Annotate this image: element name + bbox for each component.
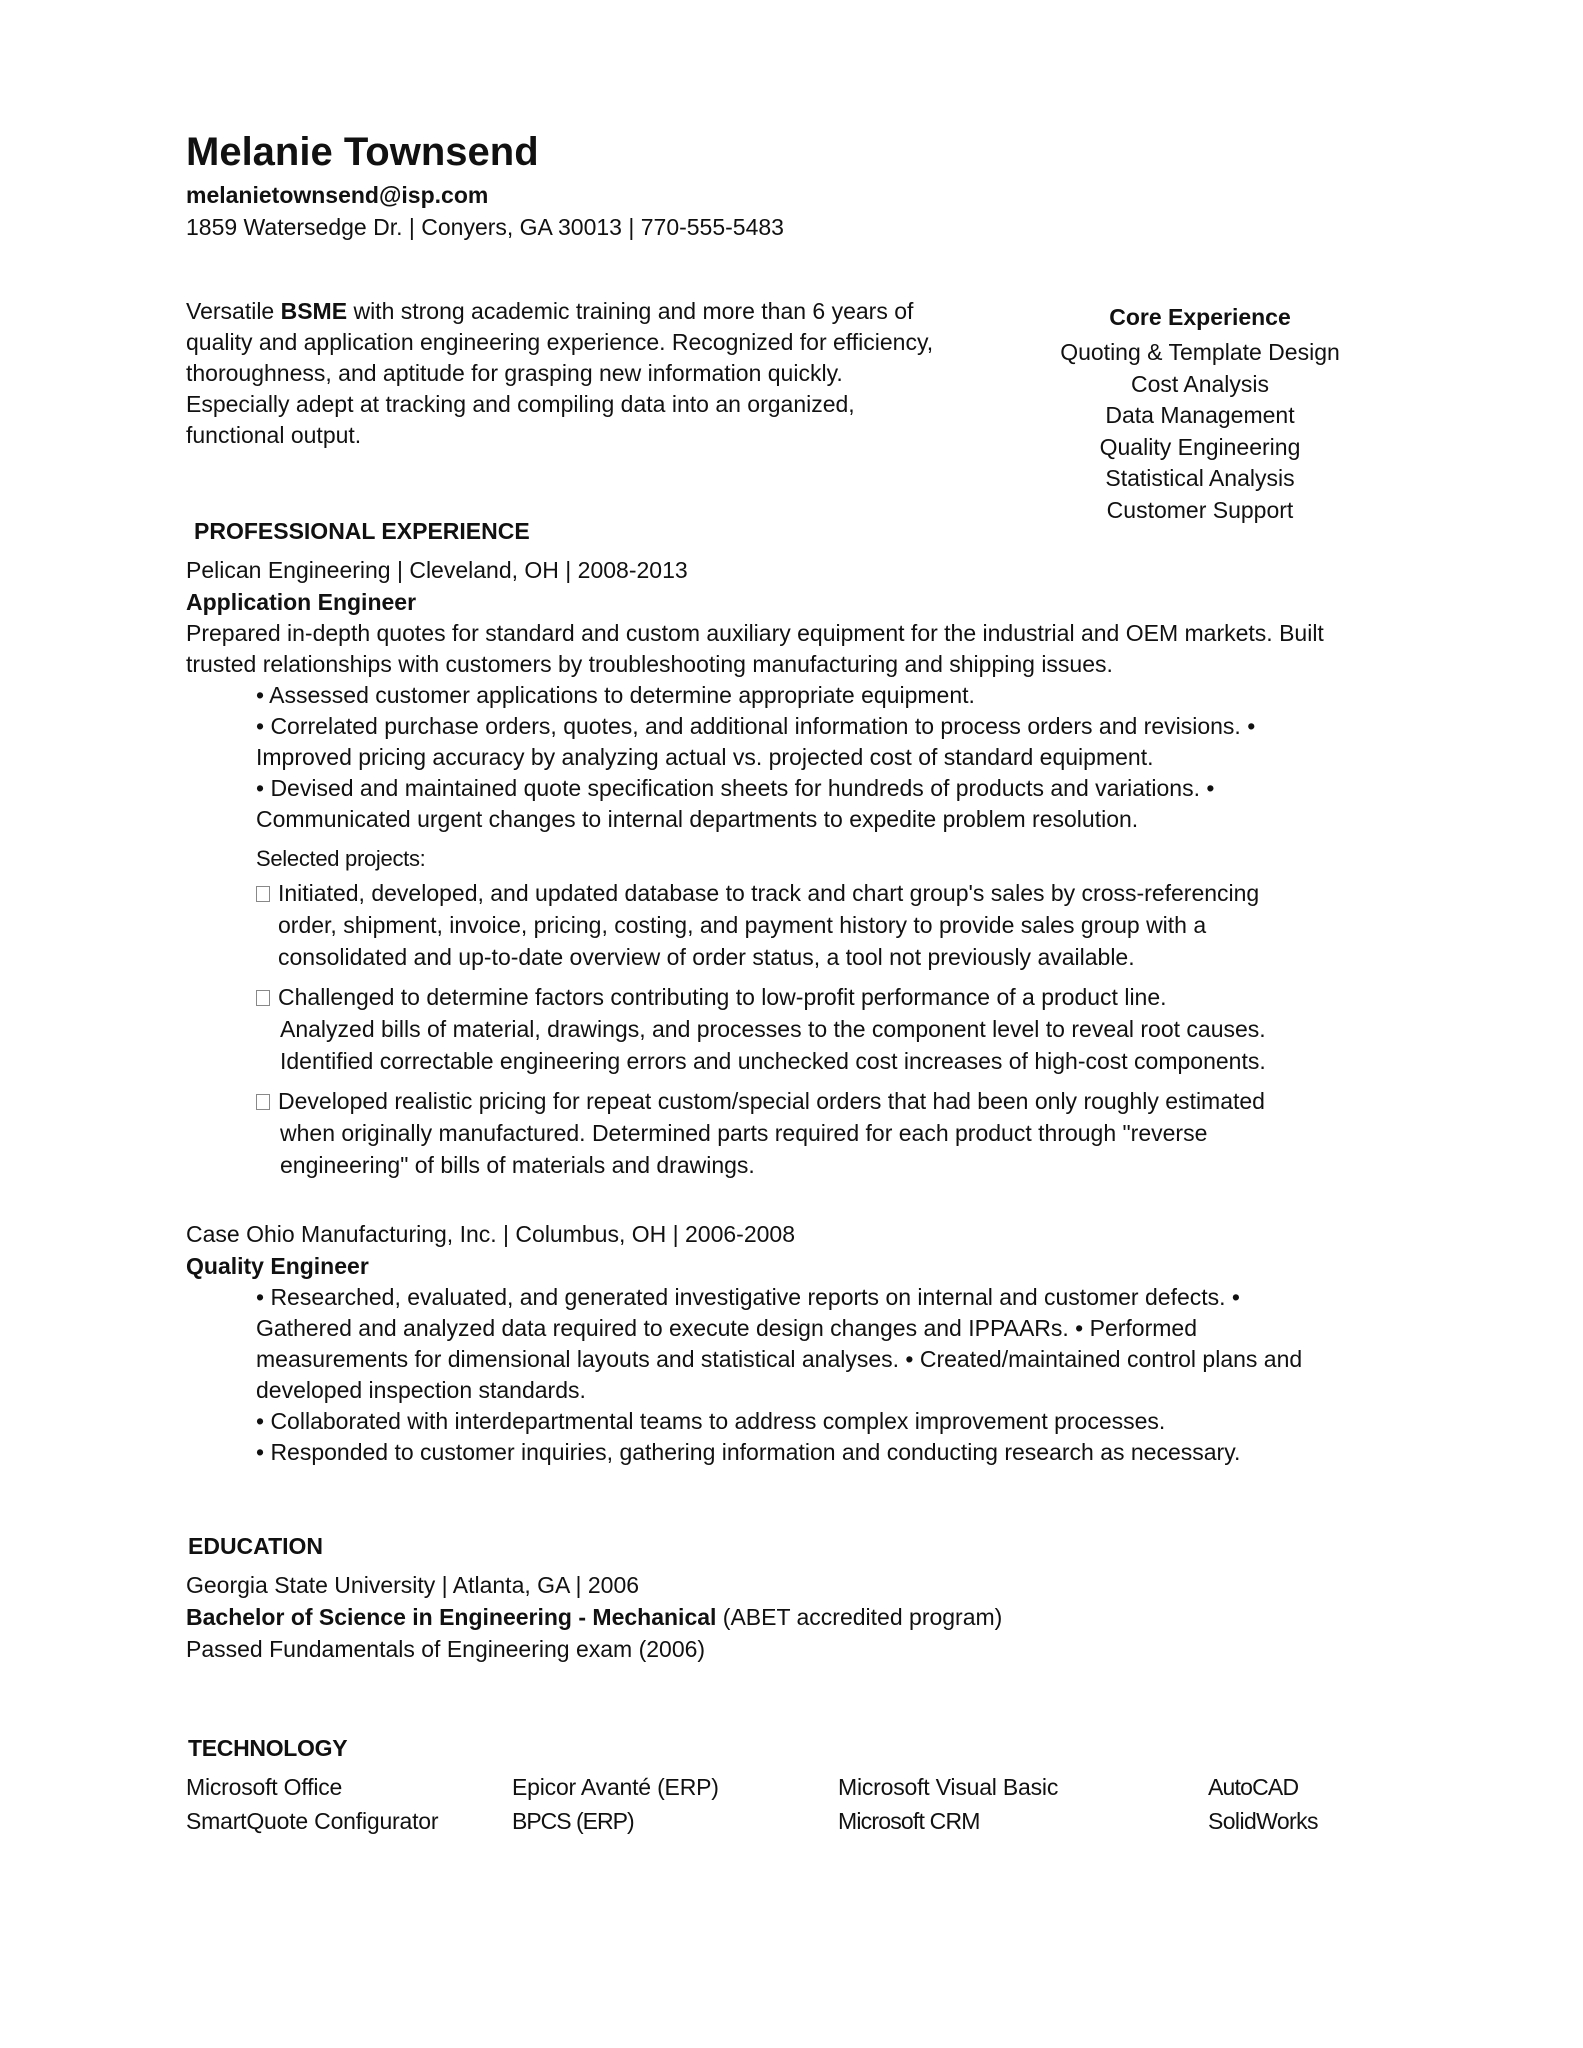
project-text: Identified correctable engineering errors and unchecked cost increases of high-cost components. xyxy=(280,1048,1266,1074)
project-text: Developed realistic pricing for repeat custom/special orders that had been only roughly estimated xyxy=(278,1088,1265,1114)
project-item xyxy=(256,981,1266,1077)
summary-post: with strong academic training and more than 6 years of quality and application engineering experience. Recognized for efficiency, thoroughness, and aptitude for grasping new information quickly. Especially adept at tracking and compiling data into an organized, functional output. xyxy=(186,298,934,448)
core-item: Statistical Analysis xyxy=(1105,465,1295,491)
technology-item: Microsoft Visual Basic xyxy=(838,1774,1059,1800)
summary-paragraph xyxy=(186,296,946,451)
technology-item: Microsoft CRM xyxy=(838,1808,980,1834)
education-school: Georgia State University | Atlanta, GA | 2006 xyxy=(186,1572,640,1598)
degree-note: (ABET accredited program) xyxy=(716,1604,1003,1630)
project-text: when originally manufactured. Determined parts required for each product through "reverse xyxy=(280,1120,1208,1146)
core-item: Cost Analysis xyxy=(1130,370,1270,397)
project-text: Analyzed bills of material, drawings, and processes to the component level to reveal root causes. xyxy=(280,1016,1266,1042)
bullet-line: • Assessed customer applications to determine appropriate equipment. xyxy=(256,682,975,708)
core-item: Quoting & Template Design xyxy=(1060,339,1340,365)
technology-item: Epicor Avanté (ERP) xyxy=(512,1774,719,1800)
bullet-line: • Researched, evaluated, and generated investigative reports on internal and customer defects. • xyxy=(256,1284,1240,1310)
bullet-line: Communicated urgent changes to internal departments to expedite problem resolution. xyxy=(256,806,1139,832)
technology-item: AutoCAD xyxy=(1208,1774,1299,1800)
project-text: order, shipment, invoice, pricing, costing, and payment history to provide sales group with a xyxy=(278,912,1207,938)
education-degree xyxy=(186,1604,1002,1631)
project-first-line xyxy=(256,877,1259,909)
education-heading: EDUCATION xyxy=(188,1533,324,1559)
bullet-line: • Correlated purchase orders, quotes, and additional information to process orders and revisions. • xyxy=(256,713,1256,739)
project-text: Challenged to determine factors contributing to low-profit performance of a product line. xyxy=(278,984,1167,1010)
postal-address: 1859 Watersedge Dr. | Conyers, GA 30013 | 770-555-5483 xyxy=(186,214,784,240)
project-first-line xyxy=(256,981,1266,1013)
project-item xyxy=(256,877,1259,973)
project-item xyxy=(256,1085,1265,1181)
technology-item: SolidWorks xyxy=(1208,1808,1318,1834)
checkbox-icon xyxy=(256,886,270,902)
summary-pre: Versatile xyxy=(186,298,281,324)
technology-item: BPCS (ERP) xyxy=(512,1808,634,1834)
degree-name: Bachelor of Science in Engineering - Mechanical xyxy=(186,1604,717,1630)
project-text: consolidated and up-to-date overview of order status, a tool not previously available. xyxy=(278,944,1135,970)
email-address: melanietownsend@isp.com xyxy=(186,182,489,208)
core-item: Quality Engineering xyxy=(1099,433,1301,460)
job-title: Quality Engineer xyxy=(186,1253,369,1279)
technology-heading: TECHNOLOGY xyxy=(188,1735,348,1761)
bullet-line: developed inspection standards. xyxy=(256,1377,586,1403)
education-extra: Passed Fundamentals of Engineering exam (2006) xyxy=(186,1636,706,1662)
core-experience-title: Core Experience xyxy=(1109,304,1291,330)
checkbox-icon xyxy=(256,1094,270,1110)
project-first-line xyxy=(256,1085,1265,1117)
summary-degree: BSME xyxy=(280,298,348,324)
technology-item: Microsoft Office xyxy=(186,1774,343,1800)
technology-item: SmartQuote Configurator xyxy=(186,1808,439,1834)
candidate-name: Melanie Townsend xyxy=(186,130,539,174)
bullet-line: measurements for dimensional layouts and statistical analyses. • Created/maintained control plans and xyxy=(256,1346,1303,1372)
job-company-line: Case Ohio Manufacturing, Inc. | Columbus, OH | 2006-2008 xyxy=(186,1221,795,1247)
job-title: Application Engineer xyxy=(186,589,417,615)
bullet-line: • Collaborated with interdepartmental teams to address complex improvement processes. xyxy=(256,1408,1166,1434)
core-experience xyxy=(1020,302,1380,526)
job-description: Prepared in-depth quotes for standard and custom auxiliary equipment for the industrial and OEM markets. Built trusted relationships with customers by troubleshooting manufacturing and shipping issues. xyxy=(186,620,1324,677)
core-item: Data Management xyxy=(1105,402,1295,428)
checkbox-icon xyxy=(256,990,270,1006)
experience-heading: PROFESSIONAL EXPERIENCE xyxy=(194,518,530,544)
projects-label: Selected projects: xyxy=(256,846,426,871)
bullet-line: Gathered and analyzed data required to execute design changes and IPPAARs. • Performed xyxy=(256,1315,1197,1341)
bullet-line: • Devised and maintained quote specification sheets for hundreds of products and variations. • xyxy=(256,775,1215,801)
bullet-line: • Responded to customer inquiries, gathering information and conducting research as necessary. xyxy=(256,1439,1241,1465)
job-company-line: Pelican Engineering | Cleveland, OH | 2008-2013 xyxy=(186,557,688,583)
core-item: Customer Support xyxy=(1106,496,1294,523)
project-text: engineering" of bills of materials and drawings. xyxy=(280,1152,755,1178)
bullet-line: Improved pricing accuracy by analyzing actual vs. projected cost of standard equipment. xyxy=(256,744,1154,770)
project-text: Initiated, developed, and updated database to track and chart group's sales by cross-referencing xyxy=(278,880,1260,906)
